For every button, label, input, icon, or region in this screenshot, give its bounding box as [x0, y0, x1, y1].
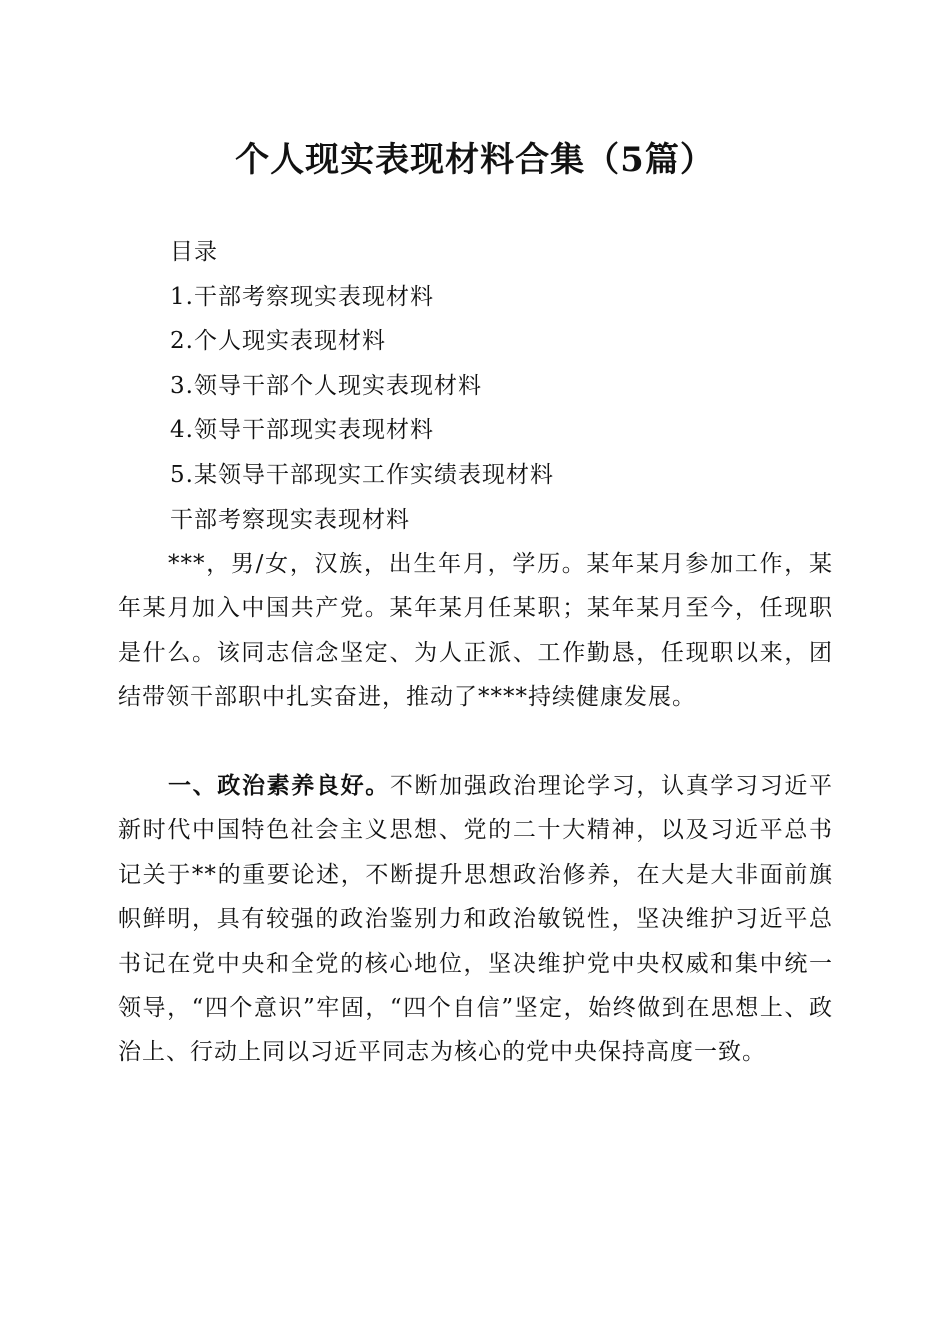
toc-heading: 目录	[170, 239, 218, 265]
paragraph-text: 不断加强政治理论学习，认真学习习近平新时代中国特色社会主义思想、党的二十大精神，以及习近平总书记关于**的重要论述，不断提升思想政治修养，在大是大非面前旗帜鲜明，具有较强的政治鉴别力和政治敏锐性，坚决维护习近平总书记在党中央和全党的核心地位，坚决维护党中央权威和集中统一领导，“四个意识”牢固，“四个自信”坚定，始终做到在思想上、政治上、行动上同以习近平同志为核心的党中央保持高度一致。	[118, 773, 834, 1066]
toc-item: 5.某领导干部现实工作实绩表现材料	[170, 461, 554, 488]
paragraph-lead: 一、政治素养良好。	[168, 772, 390, 799]
paragraph-body	[118, 764, 833, 1075]
section-title: 干部考察现实表现材料	[170, 506, 410, 533]
political-quality-paragraph	[118, 764, 833, 1075]
toc-item: 2.个人现实表现材料	[170, 328, 386, 355]
toc-item: 4.领导干部现实表现材料	[170, 417, 434, 444]
intro-paragraph	[118, 542, 833, 720]
table-of-contents	[170, 230, 870, 542]
document-title: 个人现实表现材料合集（5篇）	[235, 140, 715, 180]
toc-item: 3.领导干部个人现实表现材料	[170, 372, 482, 399]
toc-item: 1.干部考察现实表现材料	[170, 283, 434, 310]
paragraph-text: ***，男/女，汉族，出生年月，学历。某年某月参加工作，某年某月加入中国共产党。某年某月任某职；某年某月至今，任现职是什么。该同志信念坚定、为人正派、工作勤恳，任现职以来，团结带领干部职中扎实奋进，推动了****持续健康发展。	[118, 551, 833, 711]
